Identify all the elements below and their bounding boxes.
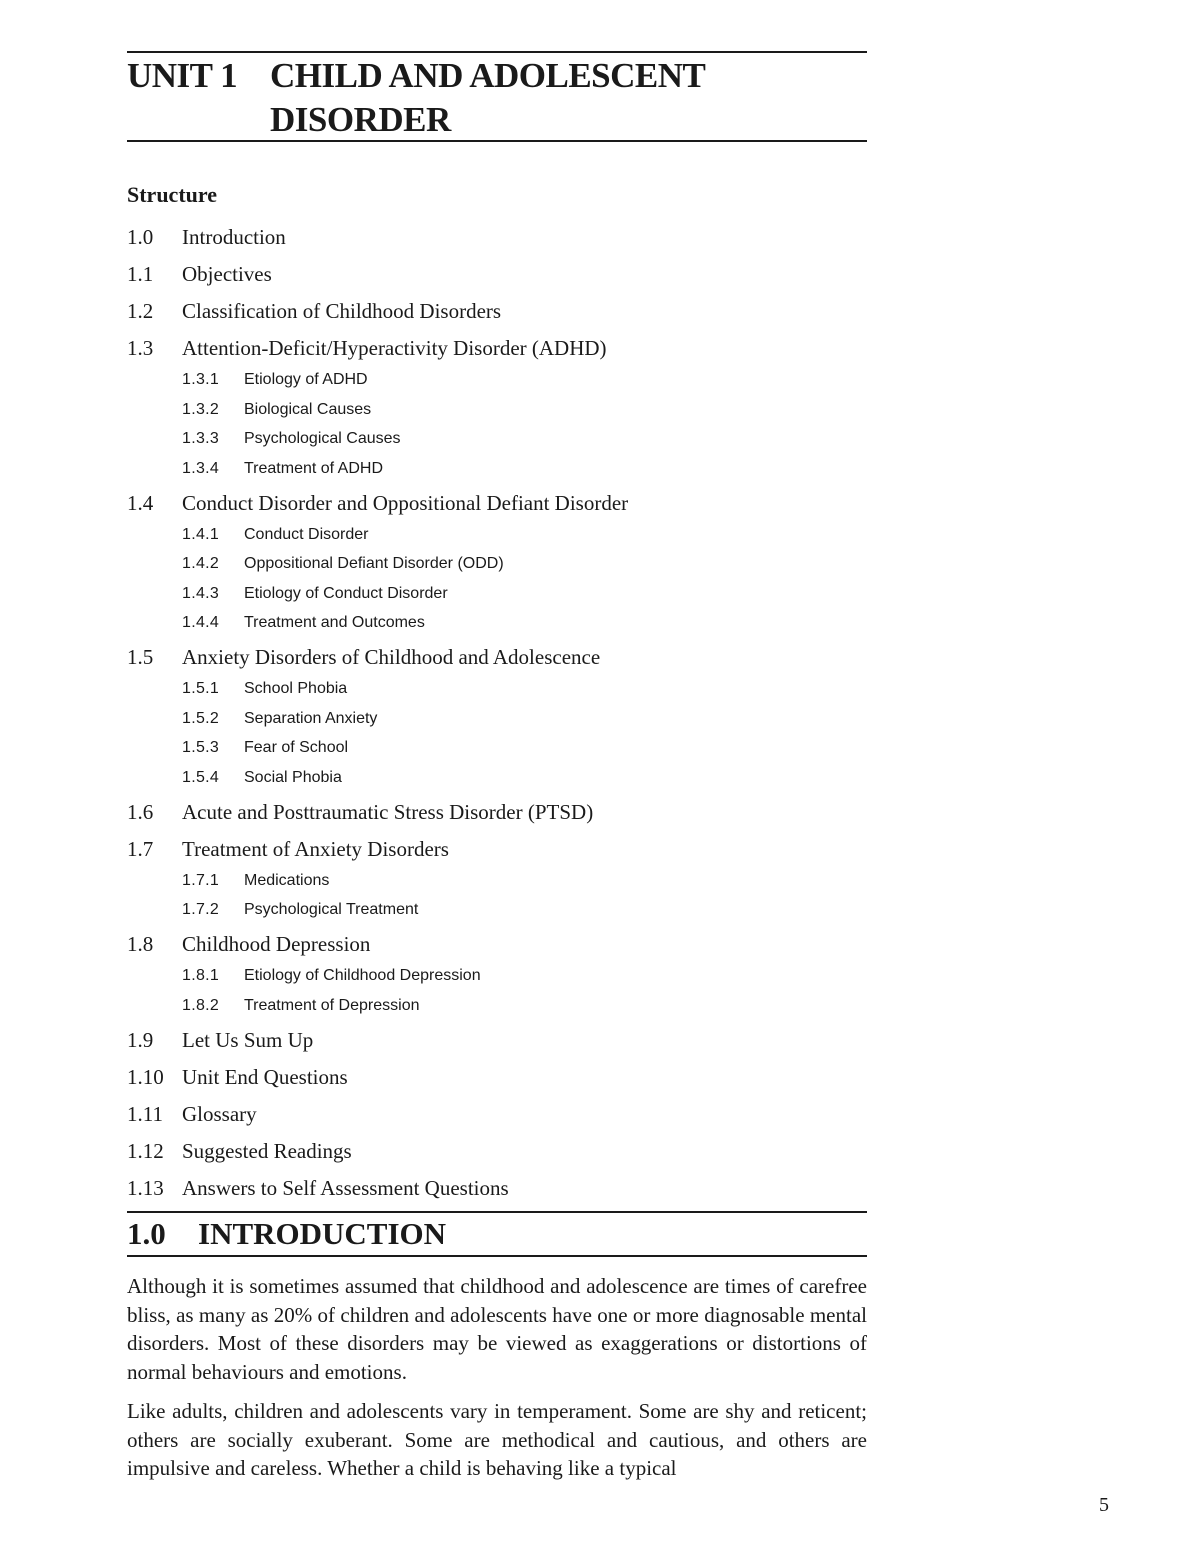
toc-label: Fear of School <box>244 739 349 756</box>
toc-number: 1.3.2 <box>182 400 220 418</box>
toc-label: Suggested Readings <box>182 1138 352 1163</box>
unit-number: UNIT 1 <box>127 56 238 95</box>
toc-number: 1.8.2 <box>182 996 220 1014</box>
toc-label: Etiology of Conduct Disorder <box>244 584 448 602</box>
toc-label: Psychological Causes <box>244 430 401 447</box>
toc-number: 1.4.3 <box>182 584 220 602</box>
top-rule <box>127 51 867 53</box>
toc-label: Biological Causes <box>244 400 372 418</box>
toc-number: 1.7.2 <box>182 901 220 918</box>
toc-number: 1.2 <box>127 299 154 323</box>
toc-label: Conduct Disorder and Oppositional Defiant Disorder <box>182 490 629 515</box>
unit-heading-bottom-rule <box>127 140 867 142</box>
toc-label: Classification of Childhood Disorders <box>182 299 502 323</box>
toc-number: 1.13 <box>127 1175 164 1200</box>
toc-label: Unit End Questions <box>182 1064 348 1089</box>
introduction-paragraph: Like adults, children and adolescents vary in temperament. Some are shy and reticent; others are socially exuberant. Some are methodical and cautious, and others are impulsive and careless. Whether a child is behaving like a typical <box>127 1399 867 1480</box>
toc-label: Glossary <box>182 1101 257 1126</box>
toc-label: Etiology of Childhood Depression <box>244 967 481 984</box>
toc-number: 1.10 <box>127 1064 164 1089</box>
page-number: 5 <box>1099 1494 1109 1516</box>
toc-number: 1.3.3 <box>182 430 220 447</box>
toc-number: 1.9 <box>127 1027 154 1052</box>
toc-label: School Phobia <box>244 680 348 697</box>
toc-number: 1.6 <box>127 799 154 824</box>
toc-number: 1.5 <box>127 645 154 669</box>
toc-number: 1.7 <box>127 836 154 861</box>
toc-number: 1.4.2 <box>182 555 220 572</box>
toc-number: 1.5.4 <box>182 768 220 786</box>
toc-number: 1.4.1 <box>182 525 220 543</box>
toc-number: 1.4.4 <box>182 614 220 631</box>
toc-label: Etiology of ADHD <box>244 371 368 388</box>
toc-label: Oppositional Defiant Disorder (ODD) <box>244 555 504 572</box>
section-number: 1.0 <box>127 1216 166 1251</box>
toc-label: Treatment of ADHD <box>244 459 384 477</box>
toc-label: Social Phobia <box>244 768 342 786</box>
toc-number: 1.0 <box>127 225 154 249</box>
toc-label: Introduction <box>182 225 286 249</box>
toc-label: Separation Anxiety <box>244 709 378 727</box>
toc-label: Acute and Posttraumatic Stress Disorder (PTSD) <box>182 799 594 824</box>
toc-label: Medications <box>244 871 330 889</box>
introduction-heading <box>127 1214 867 1254</box>
toc-label: Let Us Sum Up <box>182 1027 314 1052</box>
toc-number: 1.5.1 <box>182 680 220 697</box>
toc-label: Psychological Treatment <box>244 901 419 918</box>
introduction-bottom-rule <box>127 1255 867 1257</box>
toc-label: Anxiety Disorders of Childhood and Adolescence <box>182 645 601 669</box>
section-title: INTRODUCTION <box>198 1216 447 1251</box>
toc-label: Treatment and Outcomes <box>244 614 425 631</box>
toc-label: Objectives <box>182 262 272 286</box>
toc-label: Answers to Self Assessment Questions <box>182 1175 509 1200</box>
toc-label: Childhood Depression <box>182 932 371 956</box>
introduction-paragraph: Although it is sometimes assumed that childhood and adolescence are times of carefree bliss, as many as 20% of children and adolescents have one or more diagnosable mental disorders. Most of these disorders may be viewed as exaggerations or distortions of normal behaviours and emotions. <box>127 1274 867 1384</box>
toc-label: Treatment of Depression <box>244 996 420 1014</box>
toc-number: 1.8.1 <box>182 967 220 984</box>
toc-number: 1.5.2 <box>182 709 220 727</box>
toc-label: Attention-Deficit/Hyperactivity Disorder (ADHD) <box>182 336 607 360</box>
introduction-top-rule <box>127 1211 867 1213</box>
toc-number: 1.3.4 <box>182 459 220 477</box>
toc-number: 1.4 <box>127 490 154 515</box>
toc-number: 1.11 <box>127 1101 163 1126</box>
toc-number: 1.8 <box>127 932 154 956</box>
toc-label: Treatment of Anxiety Disorders <box>182 836 449 861</box>
toc-number: 1.1 <box>127 262 154 286</box>
toc-number: 1.5.3 <box>182 739 220 756</box>
toc-number: 1.3.1 <box>182 371 220 388</box>
toc-label: Conduct Disorder <box>244 525 369 543</box>
structure-heading: Structure <box>127 182 218 207</box>
toc-number: 1.7.1 <box>182 871 220 889</box>
unit-title: CHILD AND ADOLESCENT DISORDER <box>270 56 705 139</box>
toc-number: 1.3 <box>127 336 154 360</box>
toc-number: 1.12 <box>127 1138 164 1163</box>
